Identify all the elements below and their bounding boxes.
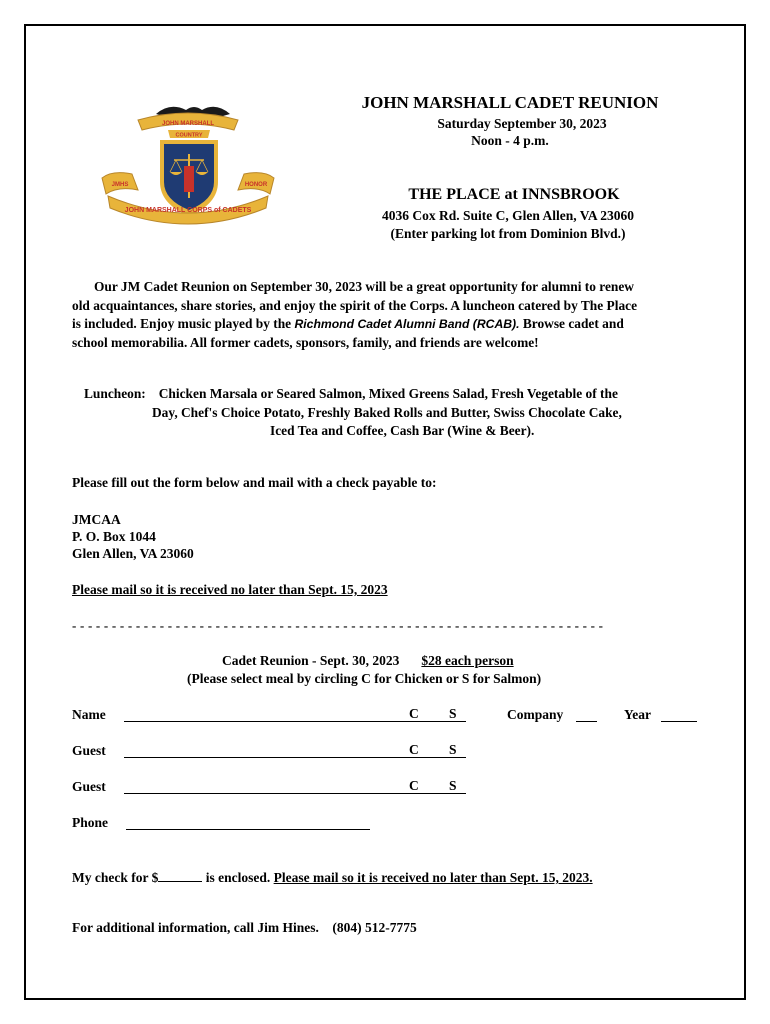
name-option-c[interactable]: C [409,706,419,721]
logo-left-scroll: JMHS [111,182,129,188]
mail-instruction: Please fill out the form below and mail with a check payable to: [72,475,437,490]
meal-note: (Please select meal by circling C for Chicken or S for Salmon) [187,671,542,686]
check-prefix: My check for $ [72,870,159,885]
year-input-line[interactable] [661,707,697,722]
event-title: JOHN MARSHALL CADET REUNION [361,93,659,112]
parking-note: (Enter parking lot from Dominion Blvd.) [390,226,626,241]
guest-1-label: Guest [72,743,106,758]
name-input-line[interactable] [124,707,368,722]
guest-2-option-c[interactable]: C [409,778,419,793]
event-time: Noon - 4 p.m. [471,133,549,148]
logo-banner-top: JOHN MARSHALL [162,121,214,127]
check-line [72,868,593,886]
check-suffix: is enclosed. [202,870,274,885]
payee-po-box: P. O. Box 1044 [72,529,156,544]
luncheon-line-2: Day, Chef's Choice Potato, Freshly Baked Rolls and Butter, Swiss Chocolate Cake, [152,404,622,420]
jm-cadet-crest-logo [98,100,278,236]
intro-line-3-end: Browse cadet and [519,316,624,331]
company-input-line[interactable] [576,707,597,722]
luncheon-line-1: Chicken Marsala or Seared Salmon, Mixed Greens Salad, Fresh Vegetable of the [158,386,618,401]
guest-2-label: Guest [72,779,106,794]
cut-line: - - - - - - - - - - - - - - - - - - - - - - - - - - - - - - - - - - - - - - - - - - - - - - - - - - - - - - - - - - - - - - - - - - - [72,618,604,633]
event-date: Saturday September 30, 2023 [437,116,607,131]
year-label: Year [624,707,651,722]
guest-1-option-s[interactable]: S [449,742,457,757]
check-amount-input[interactable] [158,868,202,882]
guest-1-option-c[interactable]: C [409,742,419,757]
intro-paragraph [72,278,637,352]
band-name: Richmond Cadet Alumni Band (RCAB). [294,317,520,331]
name-label: Name [72,707,106,722]
guest-2-input-line[interactable] [124,779,396,794]
guest-2-option-s[interactable]: S [449,778,457,793]
payee-name: JMCAA [72,512,121,527]
phone-input-line[interactable] [126,815,370,830]
mail-deadline: Please mail so it is received no later than Sept. 15, 2023 [72,582,388,597]
venue-address: 4036 Cox Rd. Suite C, Glen Allen, VA 23060 [382,208,634,223]
venue-name: THE PLACE at INNSBROOK [408,186,620,203]
luncheon-menu [84,385,622,441]
logo-right-scroll: HONOR [244,182,268,188]
intro-line-1: Our JM Cadet Reunion on September 30, 2023 will be a great opportunity for alumni to renew [94,279,634,294]
intro-line-4: school memorabilia. All former cadets, sponsors, family, and friends are welcome! [72,334,539,350]
form-title-text: Cadet Reunion - Sept. 30, 2023 [222,653,400,668]
intro-line-2: old acquaintances, share stories, and enjoy the spirit of the Corps. A luncheon catered by The Place [72,297,638,313]
form-price: $28 each person [421,653,514,668]
phone-label: Phone [72,815,109,830]
contact-info: For additional information, call Jim Hines. (804) 512-7775 [72,920,417,935]
name-option-s[interactable]: S [449,706,457,721]
luncheon-line-3: Iced Tea and Coffee, Cash Bar (Wine & Beer). [270,423,535,438]
payee-city: Glen Allen, VA 23060 [72,546,194,561]
luncheon-label: Luncheon: [84,386,146,401]
logo-shield-text: COUNTRY [175,132,203,139]
check-deadline: Please mail so it is received no later than Sept. 15, 2023. [273,870,593,885]
intro-line-3-start: is included. Enjoy music played by the [72,316,295,331]
logo-banner-bottom: JOHN MARSHALL CORPS of CADETS [124,207,252,214]
company-label: Company [507,707,564,722]
form-title [222,653,514,669]
intro-line-3 [72,315,637,334]
guest-1-input-line[interactable] [124,743,396,758]
